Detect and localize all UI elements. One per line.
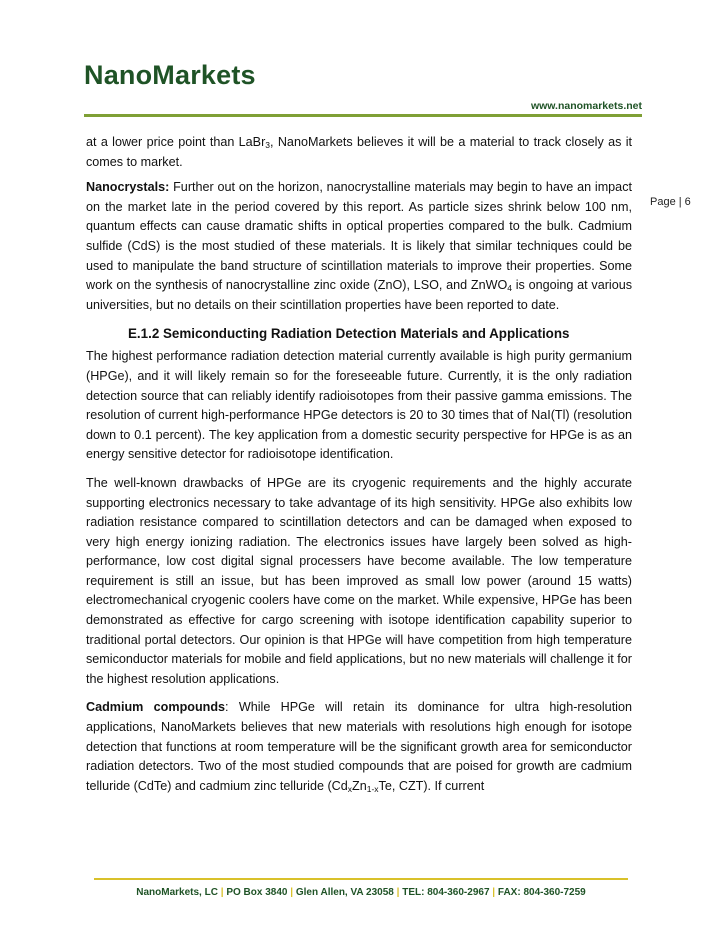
paragraph-nanocrystals <box>86 178 632 315</box>
document-body <box>86 133 632 805</box>
text-run: at a lower price point than LaBr <box>86 135 266 149</box>
footer-po-box: PO Box 3840 <box>226 887 288 898</box>
footer-fax: FAX: 804-360-7259 <box>497 887 586 898</box>
footer-city: Glen Allen, VA 23058 <box>295 887 394 898</box>
page-number: Page | 6 <box>650 196 691 208</box>
paragraph-lead: Nanocrystals: <box>86 180 170 195</box>
footer-separator: | <box>492 887 496 898</box>
text-run: , NanoMarkets believes it will be a material to track closely as it comes to market. <box>86 135 632 169</box>
footer-company: NanoMarkets, LC <box>136 887 218 898</box>
subscript: 3 <box>265 140 271 150</box>
paragraph-cadmium <box>86 698 632 796</box>
paragraph-hpge: The highest performance radiation detection material currently available is high purity germanium (HPGe), and it will likely remain so for the foreseeable future. Currently, it is the only radiation detection source that can reliably identify radioisotopes from their passive gamma emissions. The resolution of current high-performance HPGe detectors is 20 to 30 times that of NaI(Tl) (resolution down to 0.1 percent). The key application from a domestic security perspective for HPGe is as an energy sensitive detector for radioisotope identification. <box>86 349 632 462</box>
paragraph-drawbacks: The well-known drawbacks of HPGe are its cryogenic requirements and the highly accurate supporting electronics necessary to take advantage of its high sensitivity. HPGe also exhibits low radiation resistance compared to scintillation detectors and can be damaged when exposed to very high energy ionizing radiation. The electronics issues have largely been solved as high-performance, low cost digital signal processers have become available. The low temperature requirement is still an issue, but has been improved as small low power (around 15 watts) electromechanical cryogenic coolers have come on the market. While expensive, HPGe has been demonstrated as effective for cargo screening with isotope identification capability superior to traditional portal detectors. Our opinion is that HPGe will have competition from high temperature semiconductor materials for mobile and field applications, but no new materials will challenge it for the highest resolution applications. <box>86 475 632 686</box>
footer-separator: | <box>220 887 224 898</box>
subscript: 4 <box>507 283 512 294</box>
brand-title: NanoMarkets <box>84 60 256 90</box>
paragraph-lead: Cadmium compounds <box>86 700 226 715</box>
text-run: : While HPGe will retain its dominance for ultra high-resolution applications, NanoMarkets believes that new materials with resolutions high enough for isotope detection that functions at room temperature will be the significant growth area for semiconductor radiation detectors. Two of the most studied compounds that are poised for growth are cadmium telluride (CdTe) and cadmium zinc telluride (Cd <box>86 700 632 793</box>
text-run: Te, CZT). If current <box>378 778 485 793</box>
footer <box>94 878 628 898</box>
footer-separator: | <box>396 887 400 898</box>
website-link[interactable]: www.nanomarkets.net <box>530 100 642 112</box>
footer-separator: | <box>290 887 294 898</box>
paragraph-continuation <box>86 133 632 172</box>
section-heading: E.1.2 Semiconducting Radiation Detection Materials and Applications <box>128 326 570 342</box>
subscript: x <box>347 783 353 794</box>
subscript: 1-x <box>366 783 379 794</box>
footer-phone: TEL: 804-360-2967 <box>402 887 490 898</box>
header-rule <box>84 114 642 117</box>
text-run: is ongoing at various universities, but no details on their scintillation properties have been reported to date. <box>86 278 632 312</box>
text-run: Zn <box>352 778 367 793</box>
text-run: Further out on the horizon, nanocrystalline materials may begin to have an impact on the market late in the period covered by this report. As particle sizes shrink below 100 nm, quantum effects can cause dramatic shifts in optical properties compared to the bulk. Cadmium sulfide (CdS) is the most studied of these materials. It is likely that similar techniques could be used to manipulate the band structure of scintillation materials to improve their properties. Some work on the synthesis of nanocrystalline zinc oxide (ZnO), LSO, and ZnWO <box>86 180 632 293</box>
